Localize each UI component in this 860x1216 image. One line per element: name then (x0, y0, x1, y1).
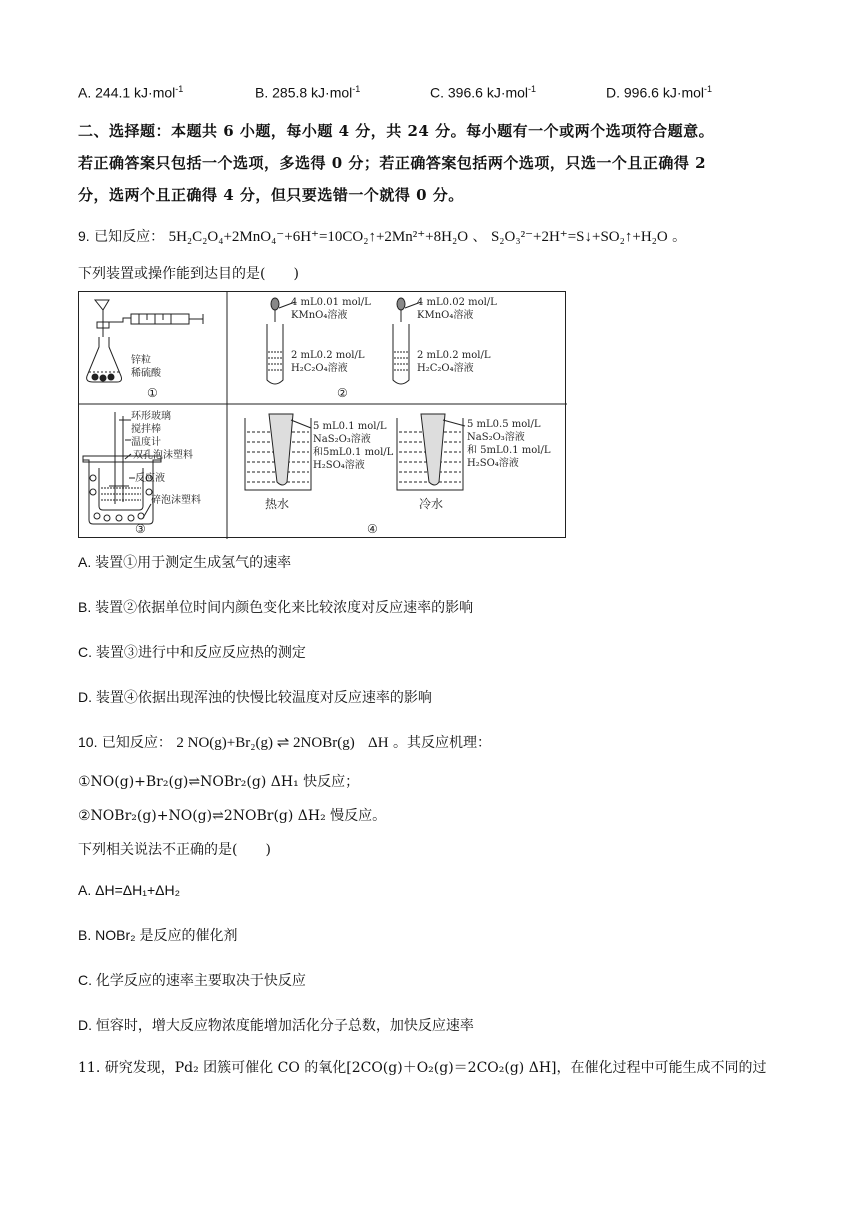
p4-right-l4: H₂SO₄溶液 (467, 458, 519, 469)
q10-mechanism-2: ②NOBr₂(g)+NO(g)⇌2NOBr(g) ΔH₂ 慢反应。 (78, 808, 387, 824)
panel2-number: ② (337, 386, 348, 400)
p2-left-top1: 4 mL0.01 mol/L (291, 297, 371, 308)
q10-number: 10. (78, 734, 98, 750)
p2-right-bot2: H₂C₂O₄溶液 (417, 363, 474, 374)
q10-question: 下列相关说法不正确的是( ) (78, 842, 271, 858)
q10-suffix: 。其反应机理： (392, 735, 491, 751)
q10-option-b[interactable]: B. NOBr₂ 是反应的催化剂 (78, 927, 238, 943)
q9-prefix: 已知反应： (94, 228, 165, 244)
p3-label-foam-lid: 双孔泡沫塑料 (133, 450, 193, 461)
q10-mechanism-1: ①NO(g)+Br₂(g)⇌NOBr₂(g) ΔH₁ 快反应； (78, 774, 360, 790)
q10-stem-line (78, 732, 491, 753)
p2-right-top1: 4 mL0.02 mol/L (417, 297, 497, 308)
section2-line1: 二、选择题：本题共 6 小题，每小题 4 分，共 24 分。每小题有一个或两个选项符合题意。 (78, 122, 715, 140)
q11-stem: 11. 研究发现，Pd₂ 团簇可催化 CO 的氧化[2CO(g)＋O₂(g)＝2CO₂(g) ΔH]，在催化过程中可能生成不同的过 (78, 1060, 767, 1076)
section2-line2: 若正确答案只包括一个选项，多选得 0 分；若正确答案包括两个选项，只选一个且正确得 2 (78, 154, 707, 172)
p4-right-l1: 5 mL0.5 mol/L (467, 419, 541, 430)
p2-left-bot2: H₂C₂O₄溶液 (291, 363, 348, 374)
p2-left-bot1: 2 mL0.2 mol/L (291, 350, 365, 361)
p4-hot-water-label: 热水 (265, 497, 290, 511)
q8-option-b[interactable]: B. 285.8 kJ·mol$^{-1}$ (255, 84, 361, 101)
q10-option-a[interactable]: A. ΔH=ΔH₁+ΔH₂ (78, 882, 181, 898)
q10-prefix: 已知反应： (101, 734, 172, 750)
p3-label-stirrer2: 搅拌棒 (131, 424, 161, 435)
p4-right-l3: 和 5mL0.1 mol/L (467, 445, 551, 456)
panel3-number: ③ (135, 522, 146, 536)
q9-option-b[interactable]: B. 装置②依据单位时间内颜色变化来比较浓度对反应速率的影响 (78, 599, 474, 615)
p1-acid-label: 稀硫酸 (131, 368, 161, 379)
q9-stem-line (78, 226, 686, 247)
p3-label-stirrer1: 环形玻璃 (131, 411, 171, 422)
q8-option-c[interactable]: C. 396.6 kJ·mol$^{-1}$ (430, 84, 537, 101)
p3-label-foam-bits: 碎泡沫塑料 (151, 495, 201, 506)
q9-end: 。 (672, 229, 687, 245)
p1-zinc-label: 锌粒 (131, 355, 151, 366)
q10-option-c[interactable]: C. 化学反应的速率主要取决于快反应 (78, 972, 306, 988)
p4-left-l4: H₂SO₄溶液 (313, 460, 365, 471)
p2-right-top2: KMnO₄溶液 (417, 310, 474, 321)
q9-equation-1: 5H₂C₂O₄+2MnO₄⁻+6H⁺=10CO₂↑+2Mn²⁺+8H₂O (168, 229, 469, 245)
q10-equation: 2 NO(g)+Br₂(g) ⇌ 2NOBr(g) (176, 735, 355, 751)
p4-cold-water-label: 冷水 (419, 497, 444, 511)
p2-right-bot1: 2 mL0.2 mol/L (417, 350, 491, 361)
q9-option-a[interactable]: A. 装置①用于测定生成氢气的速率 (78, 554, 292, 570)
q9-option-c[interactable]: C. 装置③进行中和反应反应热的测定 (78, 644, 306, 660)
q9-equation-2: S₂O₃²⁻+2H⁺=S↓+SO₂↑+H₂O (490, 229, 668, 245)
p3-label-reaction-liquid: 反应液 (135, 473, 165, 484)
q8-option-a[interactable]: A. 244.1 kJ·mol$^{-1}$ (78, 84, 184, 101)
panel1-number: ① (147, 386, 158, 400)
p3-label-thermometer: 温度计 (131, 437, 161, 448)
q9-question: 下列装置或操作能到达目的是( ) (78, 266, 299, 282)
p4-left-l3: 和5mL0.1 mol/L (313, 447, 394, 458)
q9-option-d[interactable]: D. 装置④依据出现浑浊的快慢比较温度对反应速率的影响 (78, 689, 432, 705)
panel4-number: ④ (367, 522, 378, 536)
section2-line3: 分，选两个且正确得 4 分，但只要选错一个就得 0 分。 (78, 186, 464, 204)
q9-separator: 、 (472, 229, 487, 245)
p4-left-l1: 5 mL0.1 mol/L (313, 421, 387, 432)
q10-delta-h: ΔH (368, 735, 389, 751)
p4-right-l2: NaS₂O₃溶液 (467, 432, 525, 443)
q9-number: 9. (78, 228, 90, 244)
q9-apparatus-figure (78, 291, 566, 538)
p2-left-top2: KMnO₄溶液 (291, 310, 348, 321)
p4-left-l2: NaS₂O₃溶液 (313, 434, 371, 445)
q8-option-d[interactable]: D. 996.6 kJ·mol$^{-1}$ (606, 84, 713, 101)
q10-option-d[interactable]: D. 恒容时，增大反应物浓度能增加活化分子总数，加快反应速率 (78, 1017, 474, 1033)
